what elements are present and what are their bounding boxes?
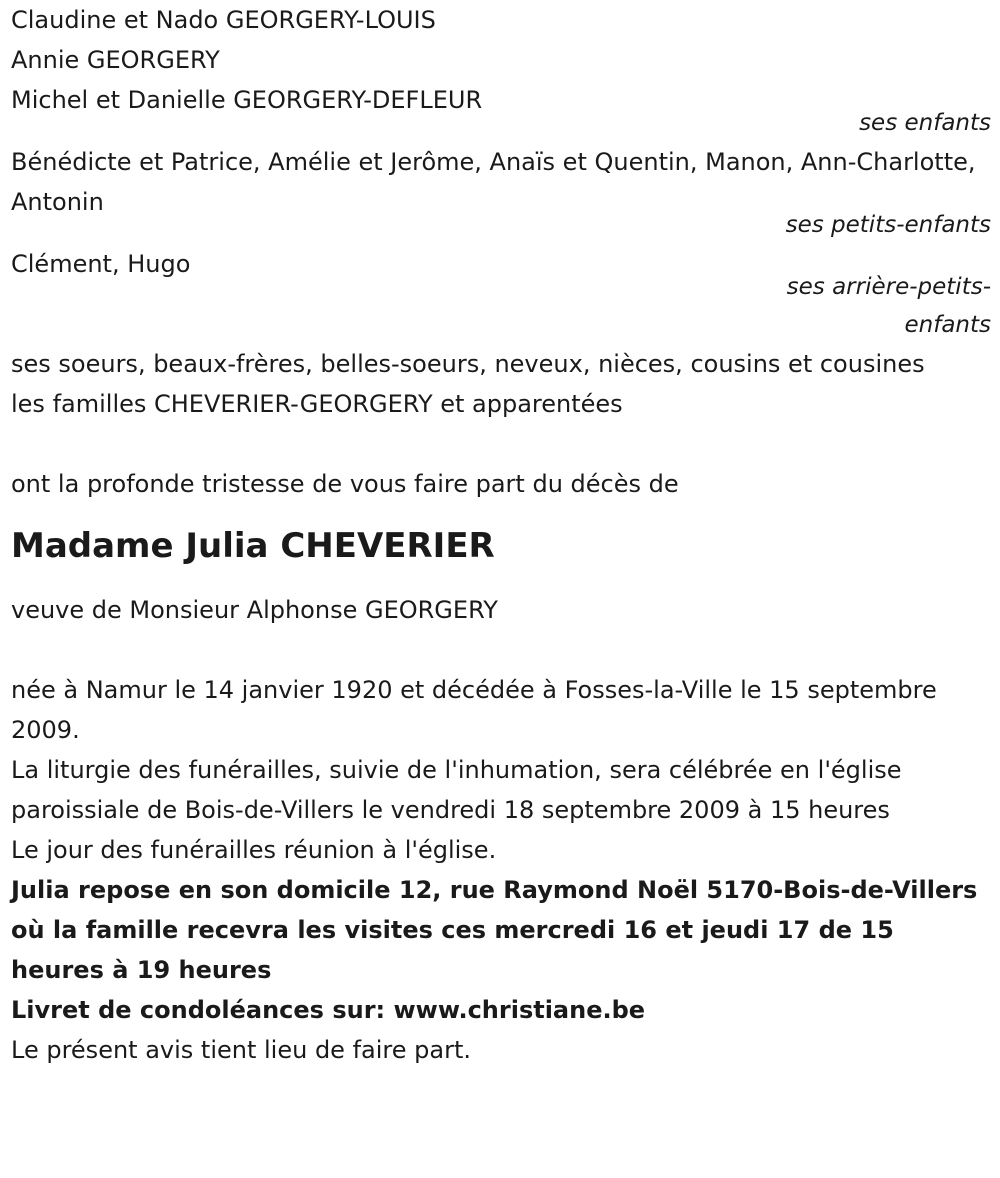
relatives-line-1: ses soeurs, beaux-frères, belles-soeurs, neveux, nièces, cousins et cousines bbox=[11, 350, 925, 378]
child-family-3: Michel et Danielle GEORGERY-DEFLEUR bbox=[11, 86, 483, 114]
grandchildren-names: Bénédicte et Patrice, Amélie et Jerôme, Anaïs et Quentin, Manon, Ann-Charlotte, Antonin bbox=[11, 148, 976, 216]
condolences-link-text: Livret de condoléances sur: www.christiane.be bbox=[11, 996, 646, 1024]
child-family-2: Annie GEORGERY bbox=[11, 46, 220, 74]
announcement-text: ont la profonde tristesse de vous faire part du décès de bbox=[11, 470, 679, 498]
great-grandchildren-role-label-2: enfants bbox=[904, 312, 991, 338]
relatives-line-2: les familles CHEVERIER-GEORGERY et apparentées bbox=[11, 390, 623, 418]
widow-of-text: veuve de Monsieur Alphonse GEORGERY bbox=[11, 596, 498, 624]
child-family-1: Claudine et Nado GEORGERY-LOUIS bbox=[11, 6, 436, 34]
great-grandchildren-names: Clément, Hugo bbox=[11, 250, 191, 278]
great-grandchildren-role-label-1: ses arrière-petits- bbox=[786, 274, 991, 300]
children-role-label: ses enfants bbox=[859, 110, 991, 136]
funeral-liturgy-text: La liturgie des funérailles, suivie de l'inhumation, sera célébrée en l'église paroissiale de Bois-de-Villers le vendredi 18 septembre 2009 à 15 heures bbox=[11, 756, 902, 824]
grandchildren-role-label: ses petits-enfants bbox=[785, 212, 991, 238]
notice-text: Le présent avis tient lieu de faire part. bbox=[11, 1036, 471, 1064]
funeral-gathering-text: Le jour des funérailles réunion à l'église. bbox=[11, 836, 497, 864]
rest-location-text: Julia repose en son domicile 12, rue Raymond Noël 5170-Bois-de-Villers où la famille recevra les visites ces mercredi 16 et jeudi 17 de 15 heures à 19 heures bbox=[11, 876, 978, 984]
birth-death-text: née à Namur le 14 janvier 1920 et décédée à Fosses-la-Ville le 15 septembre 2009. bbox=[11, 676, 937, 744]
deceased-name: Madame Julia CHEVERIER bbox=[11, 526, 495, 566]
